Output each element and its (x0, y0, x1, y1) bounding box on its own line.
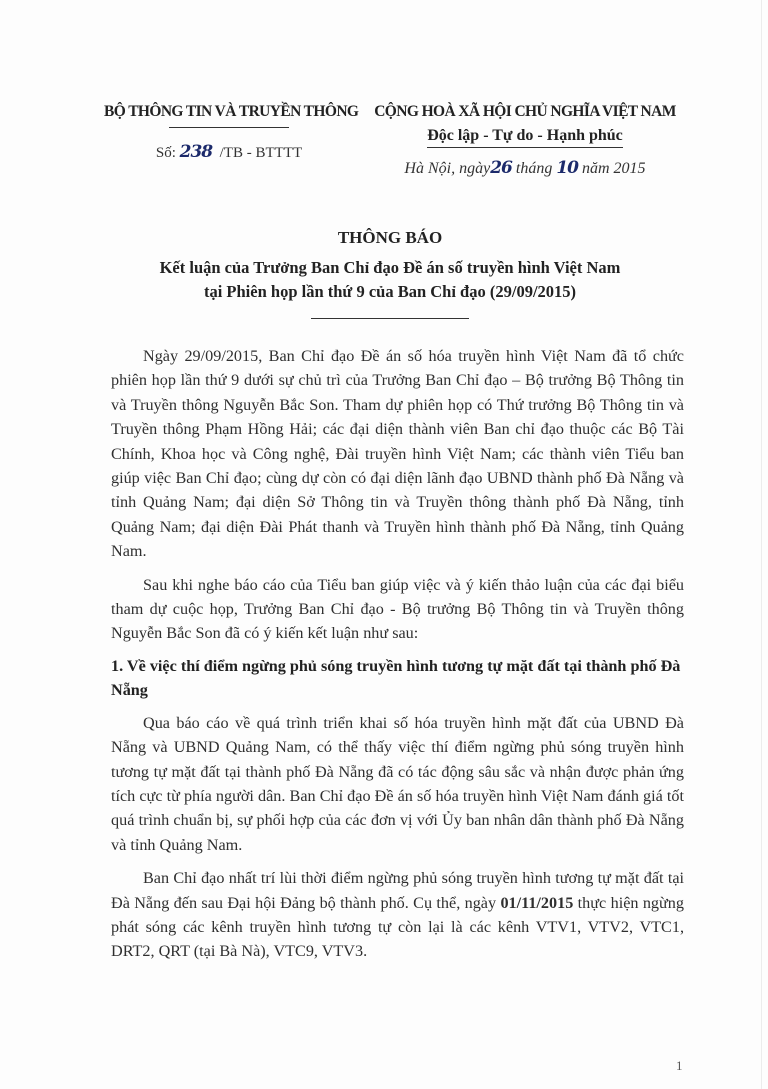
subtitle-line-2: tại Phiên họp lần thứ 9 của Ban Chỉ đạo (29/09/2015) (203, 282, 577, 301)
body-paragraph-1: Ngày 29/09/2015, Ban Chỉ đạo Đề án số hóa truyền hình Việt Nam đã tổ chức phiên họp lần thứ 9 dưới sự chủ trì của Trưởng Ban Chỉ đạo – Bộ trưởng Bộ Thông tin và Truyền thông Nguyễn Bắc Son. Tham dự phiên họp có Thứ trưởng Bộ Thông tin và Truyền thông Phạm Hồng Hải; các đại diện thành viên Ban chỉ đạo thuộc các Bộ Tài Chính, Khoa học và Công nghệ, Đài truyền hình Việt Nam; các thành viên Tiểu ban giúp việc Ban Chỉ đạo; cùng dự còn có đại diện lãnh đạo UBND thành phố Đà Nẵng và tỉnh Quảng Nam; đại diện Sở Thông tin và Truyền thông thành phố Đà Nẵng, tỉnh Quảng Nam; đại diện Đài Phát thanh và Truyền hình thành phố Đà Nẵng, tỉnh Quảng Nam. (111, 347, 684, 561)
national-header-block (370, 103, 680, 178)
month-label: tháng (515, 160, 553, 177)
day-handwritten: 26 (490, 158, 512, 178)
section-1-paragraph-1: Qua báo cáo về quá trình triển khai số hóa truyền hình mặt đất của UBND Đà Nẵng và UBND Quảng Nam, có thể thấy việc thí điểm ngừng phủ sóng truyền hình tương tự mặt đất tại thành phố Đà Nẵng đã có tác động sâu sắc và nhận được phản ứng tích cực từ phía người dân. Ban Chỉ đạo Đề án số hóa truyền hình Việt Nam đánh giá tốt quá trình chuẩn bị, sự phối hợp của các đơn vị với Ủy ban nhân dân thành phố Đà Nẵng và tỉnh Quảng Nam. (111, 713, 684, 854)
document-number-label: Số: (155, 145, 176, 161)
document-type: THÔNG BÁO (337, 228, 443, 247)
section-1-paragraph-2-pre: Ban Chỉ đạo nhất trí lùi thời điểm ngừng phủ sóng truyền hình tương tự mặt đất tại Đà Nẵng đến sau Đại hội Đảng bộ thành phố. Cụ thể, ngày (111, 869, 684, 912)
subtitle-line-1: Kết luận của Trưởng Ban Chỉ đạo Đề án số truyền hình Việt Nam (159, 258, 621, 277)
document-body (111, 344, 684, 964)
document-number (104, 142, 354, 162)
year-label: năm 2015 (582, 160, 646, 177)
section-1-paragraph-2 (111, 866, 684, 964)
place-date-prefix: Hà Nội, ngày (404, 160, 491, 177)
issuing-agency: BỘ THÔNG TIN VÀ TRUYỀN THÔNG (104, 103, 359, 120)
month-handwritten: 10 (556, 158, 578, 178)
title-underline (311, 318, 469, 319)
place-date (370, 158, 680, 178)
agency-underline (169, 127, 289, 128)
document-number-handwritten: 238 (179, 142, 213, 162)
page-number: 1 (676, 1058, 683, 1073)
section-1-heading: 1. Về việc thí điểm ngừng phủ sóng truyền hình tương tự mặt đất tại thành phố Đà Nẵng (111, 656, 681, 700)
issuing-agency-block (104, 103, 359, 162)
section-1-paragraph-2-post: thực hiện ngừng phát sóng các kênh truyền hình tương tự còn lại là các kênh VTV1, VTV2, VTC1, DRT2, QRT (tại Bà Nà), VTC9, VTV3. (111, 893, 684, 961)
national-title: CỘNG HOÀ XÃ HỘI CHỦ NGHĨA VIỆT NAM (374, 103, 676, 120)
body-paragraph-2: Sau khi nghe báo cáo của Tiểu ban giúp việc và ý kiến thảo luận của các đại biểu tham dự cuộc họp, Trưởng Ban Chỉ đạo - Bộ trưởng Bộ Thông tin và Truyền thông Nguyễn Bắc Son đã có ý kiến kết luận như sau: (111, 575, 684, 643)
document-title-block (100, 228, 680, 319)
document-subtitle (100, 256, 680, 304)
document-number-suffix: /TB - BTTTT (219, 145, 303, 161)
page-edge (761, 0, 762, 1089)
national-motto: Độc lập - Tự do - Hạnh phúc (427, 127, 623, 148)
cutoff-date: 01/11/2015 (500, 893, 574, 912)
